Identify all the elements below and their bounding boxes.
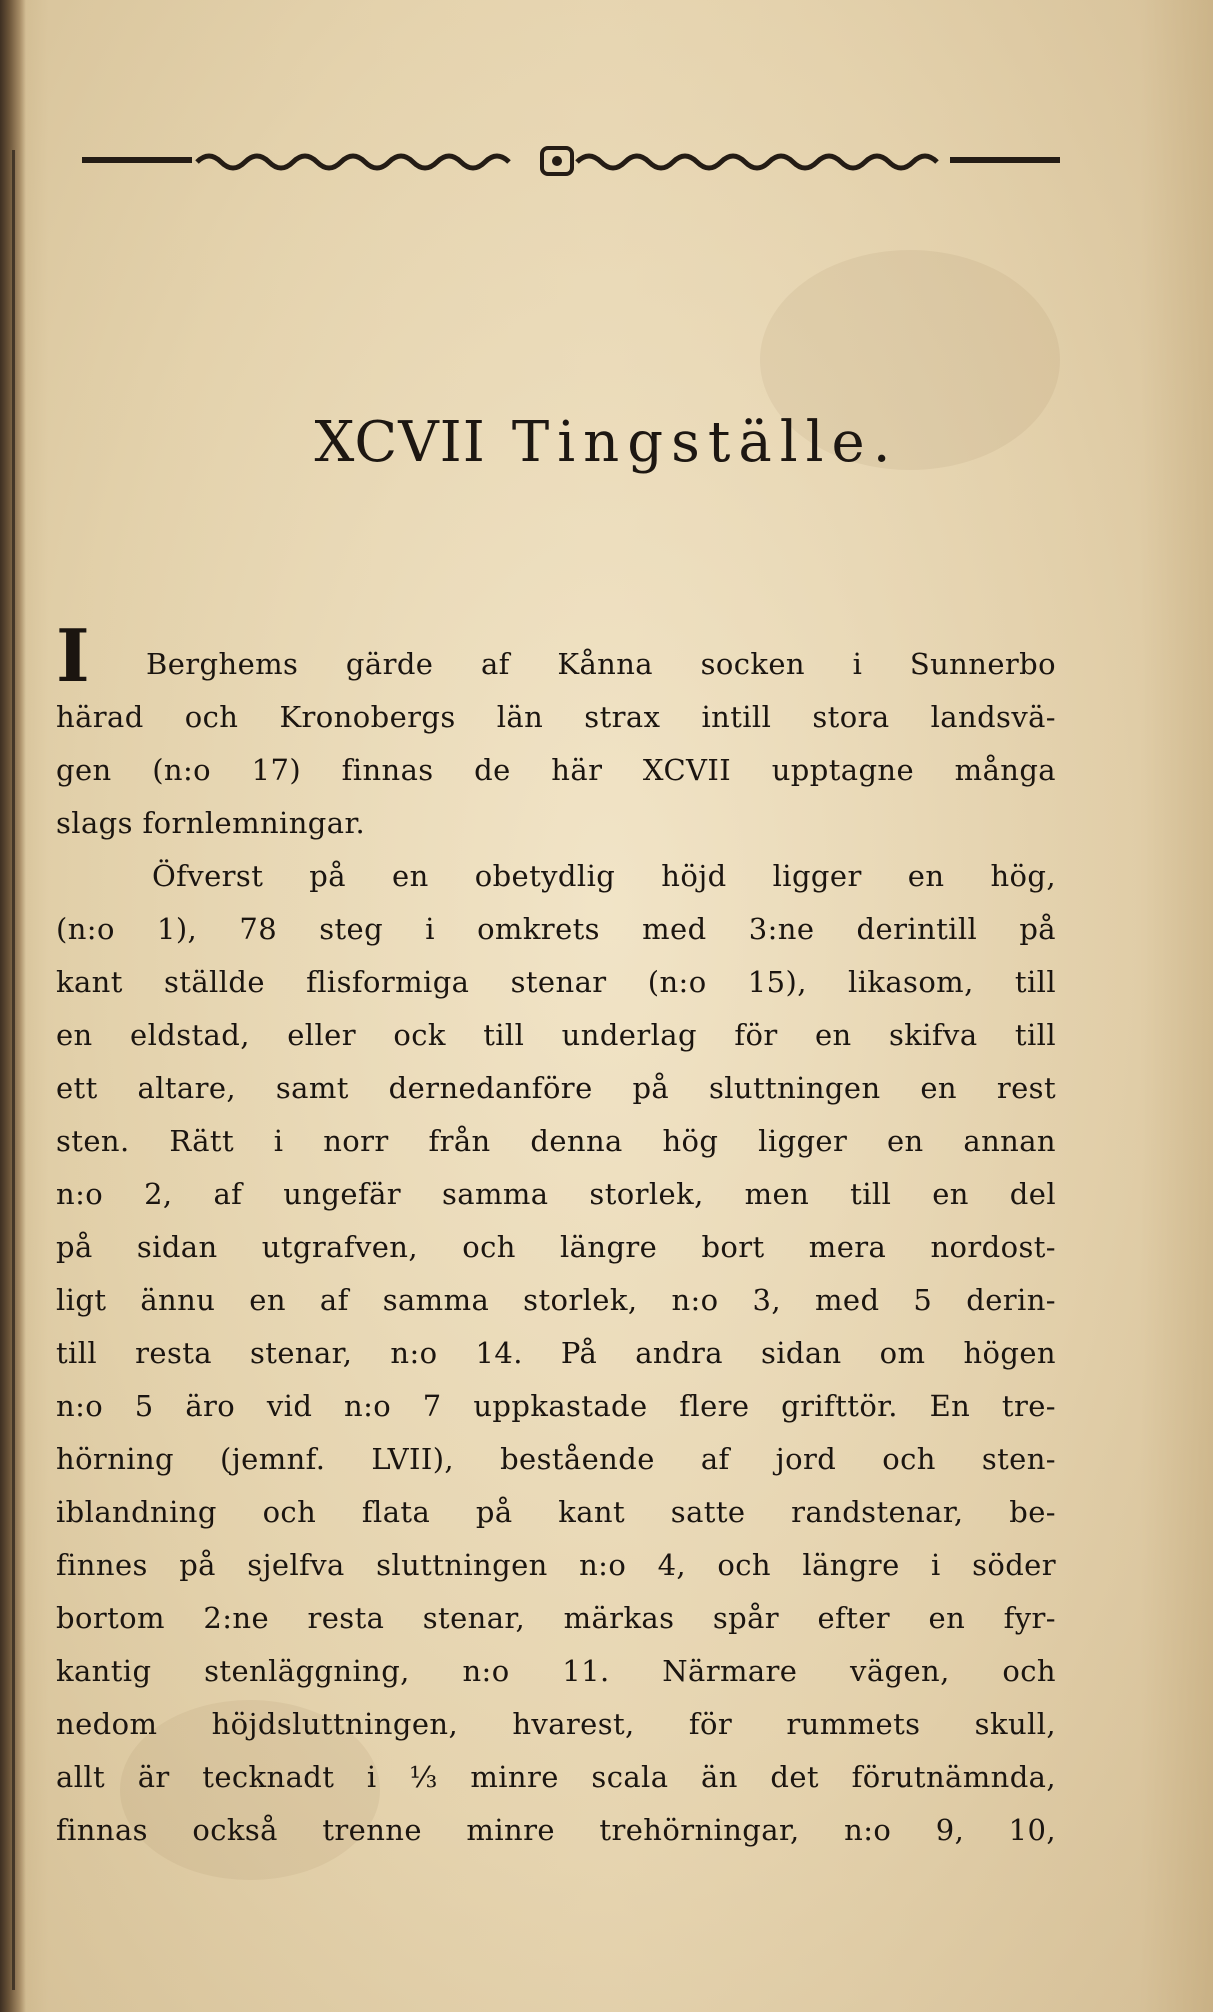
ornament-bar-left <box>82 157 192 163</box>
text-line: sten. Rätt i norr från denna hög ligger en annan <box>56 1124 1056 1158</box>
section-heading <box>0 410 1213 475</box>
text-line-first: Berghems gärde af Kånna socken i Sunnerbo <box>146 647 1056 681</box>
text-line: n:o 2, af ungefär samma storlek, men till en del <box>56 1177 1056 1211</box>
ornament-bar-right <box>950 157 1060 163</box>
text-line: bortom 2:ne resta stenar, märkas spår efter en fyr- <box>56 1601 1056 1635</box>
text-line: allt är tecknadt i ⅓ minre scala än det förutnämnda, <box>56 1760 1056 1794</box>
text-line: kantig stenläggning, n:o 11. Närmare vägen, och <box>56 1654 1056 1688</box>
text-line: härad och Kronobergs län strax intill stora landsvä- <box>56 700 1056 734</box>
ornament-wave-right <box>577 156 937 168</box>
text-line: till resta stenar, n:o 14. På andra sidan om högen <box>56 1336 1056 1370</box>
text-line: finnas också trenne minre trehörningar, n:o 9, 10, <box>56 1813 1056 1847</box>
text-line: ett altare, samt dernedanföre på sluttningen en rest <box>56 1071 1056 1105</box>
heading-title: Tingställe. <box>511 410 899 475</box>
text-line: ligt ännu en af samma storlek, n:o 3, med 5 derin- <box>56 1283 1056 1317</box>
text-line: kant ställde flisformiga stenar (n:o 15), likasom, till <box>56 965 1056 999</box>
ornament-center-dot <box>552 156 562 166</box>
text-line: gen (n:o 17) finnas de här XCVII upptagne många <box>56 753 1056 787</box>
text-line: Öfverst på en obetydlig höjd ligger en hög, <box>152 859 1056 893</box>
text-line: hörning (jemnf. LVII), bestående af jord och sten- <box>56 1442 1056 1476</box>
heading-numeral: XCVII <box>314 410 486 475</box>
ornament-wave-left <box>197 156 509 168</box>
text-line: slags fornlemningar. <box>56 806 366 840</box>
text-line <box>56 613 1056 698</box>
text-line: (n:o 1), 78 steg i omkrets med 3:ne derintill på <box>56 912 1056 946</box>
text-line: iblandning och flata på kant satte randstenar, be- <box>56 1495 1056 1529</box>
drop-cap: I <box>56 613 91 698</box>
text-line: finnes på sjelfva sluttningen n:o 4, och längre i söder <box>56 1548 1056 1582</box>
text-line: n:o 5 äro vid n:o 7 uppkastade flere grifttör. En tre- <box>56 1389 1056 1423</box>
ornamental-rule <box>82 140 1060 180</box>
text-line: en eldstad, eller ock till underlag för en skifva till <box>56 1018 1056 1052</box>
text-line: på sidan utgrafven, och längre bort mera nordost- <box>56 1230 1056 1264</box>
body-text <box>56 613 1056 1857</box>
text-line: nedom höjdsluttningen, hvarest, för rummets skull, <box>56 1707 1056 1741</box>
